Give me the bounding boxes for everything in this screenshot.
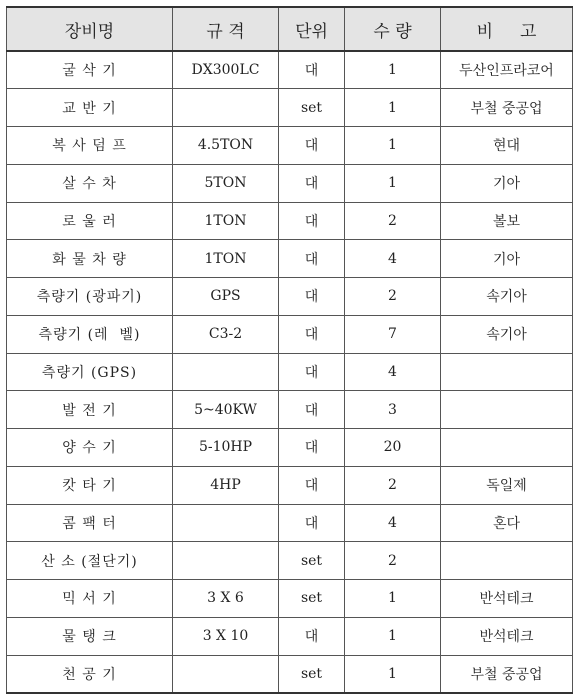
cell-unit: 대 — [279, 617, 345, 655]
table-row — [7, 278, 573, 316]
header-row — [7, 7, 573, 51]
cell-equipment-name: 양 수 기 — [7, 429, 173, 467]
table-row — [7, 127, 573, 165]
cell-quantity: 1 — [345, 89, 441, 127]
cell-unit: 대 — [279, 353, 345, 391]
header-spec: 규 격 — [173, 7, 279, 51]
cell-unit: set — [279, 89, 345, 127]
cell-quantity: 2 — [345, 202, 441, 240]
table-row — [7, 429, 573, 467]
equipment-table — [6, 6, 573, 694]
cell-spec: 5~40KW — [173, 391, 279, 429]
cell-unit: 대 — [279, 278, 345, 316]
table-row — [7, 164, 573, 202]
cell-equipment-name: 물 탱 크 — [7, 617, 173, 655]
cell-spec — [173, 504, 279, 542]
cell-note: 반석테크 — [441, 617, 573, 655]
cell-quantity: 1 — [345, 655, 441, 693]
table-body — [7, 51, 573, 693]
cell-unit: 대 — [279, 391, 345, 429]
cell-quantity: 1 — [345, 580, 441, 618]
header-note: 비 고 — [441, 7, 573, 51]
table-row — [7, 391, 573, 429]
cell-note: 속기아 — [441, 315, 573, 353]
cell-note — [441, 542, 573, 580]
cell-quantity: 1 — [345, 617, 441, 655]
cell-equipment-name: 측량기 (광파기) — [7, 278, 173, 316]
table-row — [7, 202, 573, 240]
cell-equipment-name: 발 전 기 — [7, 391, 173, 429]
cell-quantity: 2 — [345, 542, 441, 580]
cell-equipment-name: 콤 팩 터 — [7, 504, 173, 542]
cell-equipment-name: 천 공 기 — [7, 655, 173, 693]
cell-equipment-name: 살 수 차 — [7, 164, 173, 202]
cell-spec — [173, 542, 279, 580]
table-row — [7, 51, 573, 89]
cell-note: 부철 중공업 — [441, 89, 573, 127]
cell-note: 부철 중공업 — [441, 655, 573, 693]
cell-unit: 대 — [279, 429, 345, 467]
table-row — [7, 240, 573, 278]
cell-note: 현대 — [441, 127, 573, 165]
cell-equipment-name: 캇 타 기 — [7, 466, 173, 504]
table-row — [7, 466, 573, 504]
cell-equipment-name: 화 물 차 량 — [7, 240, 173, 278]
table-row — [7, 542, 573, 580]
cell-spec: DX300LC — [173, 51, 279, 89]
cell-equipment-name: 측량기 (GPS) — [7, 353, 173, 391]
cell-spec: 5-10HP — [173, 429, 279, 467]
cell-unit: 대 — [279, 127, 345, 165]
cell-note: 속기아 — [441, 278, 573, 316]
cell-spec: 3 X 10 — [173, 617, 279, 655]
cell-quantity: 4 — [345, 353, 441, 391]
cell-equipment-name: 로 울 러 — [7, 202, 173, 240]
cell-note: 기아 — [441, 164, 573, 202]
cell-quantity: 4 — [345, 504, 441, 542]
cell-unit: 대 — [279, 315, 345, 353]
cell-quantity: 1 — [345, 51, 441, 89]
cell-equipment-name: 교 반 기 — [7, 89, 173, 127]
cell-spec: GPS — [173, 278, 279, 316]
cell-note: 반석테크 — [441, 580, 573, 618]
header-qty: 수 량 — [345, 7, 441, 51]
cell-unit: 대 — [279, 504, 345, 542]
cell-unit: set — [279, 655, 345, 693]
header-unit: 단위 — [279, 7, 345, 51]
cell-spec: 5TON — [173, 164, 279, 202]
cell-equipment-name: 믹 서 기 — [7, 580, 173, 618]
cell-unit: set — [279, 580, 345, 618]
cell-equipment-name: 복 사 덤 프 — [7, 127, 173, 165]
cell-unit: 대 — [279, 202, 345, 240]
table-header — [7, 7, 573, 51]
cell-quantity: 7 — [345, 315, 441, 353]
cell-spec: 3 X 6 — [173, 580, 279, 618]
cell-quantity: 1 — [345, 127, 441, 165]
cell-spec — [173, 353, 279, 391]
cell-equipment-name: 측량기 (레 벨) — [7, 315, 173, 353]
table-row — [7, 89, 573, 127]
cell-unit: 대 — [279, 466, 345, 504]
cell-note — [441, 353, 573, 391]
table-row — [7, 580, 573, 618]
cell-unit: 대 — [279, 51, 345, 89]
cell-quantity: 20 — [345, 429, 441, 467]
cell-spec — [173, 89, 279, 127]
cell-note: 혼다 — [441, 504, 573, 542]
cell-unit: set — [279, 542, 345, 580]
cell-spec: 1TON — [173, 240, 279, 278]
cell-unit: 대 — [279, 240, 345, 278]
header-name: 장비명 — [7, 7, 173, 51]
cell-quantity: 1 — [345, 164, 441, 202]
table-row — [7, 353, 573, 391]
cell-note: 두산인프라코어 — [441, 51, 573, 89]
cell-spec: 4HP — [173, 466, 279, 504]
cell-spec: 4.5TON — [173, 127, 279, 165]
cell-equipment-name: 굴 삭 기 — [7, 51, 173, 89]
table-row — [7, 617, 573, 655]
equipment-table-container — [6, 6, 572, 694]
cell-quantity: 2 — [345, 278, 441, 316]
cell-quantity: 2 — [345, 466, 441, 504]
cell-unit: 대 — [279, 164, 345, 202]
table-row — [7, 655, 573, 693]
cell-quantity: 4 — [345, 240, 441, 278]
cell-quantity: 3 — [345, 391, 441, 429]
cell-note: 볼보 — [441, 202, 573, 240]
cell-note — [441, 391, 573, 429]
cell-equipment-name: 산 소 (절단기) — [7, 542, 173, 580]
cell-note — [441, 429, 573, 467]
cell-spec — [173, 655, 279, 693]
cell-note: 독일제 — [441, 466, 573, 504]
cell-spec: 1TON — [173, 202, 279, 240]
table-row — [7, 504, 573, 542]
cell-note: 기아 — [441, 240, 573, 278]
table-row — [7, 315, 573, 353]
cell-spec: C3-2 — [173, 315, 279, 353]
